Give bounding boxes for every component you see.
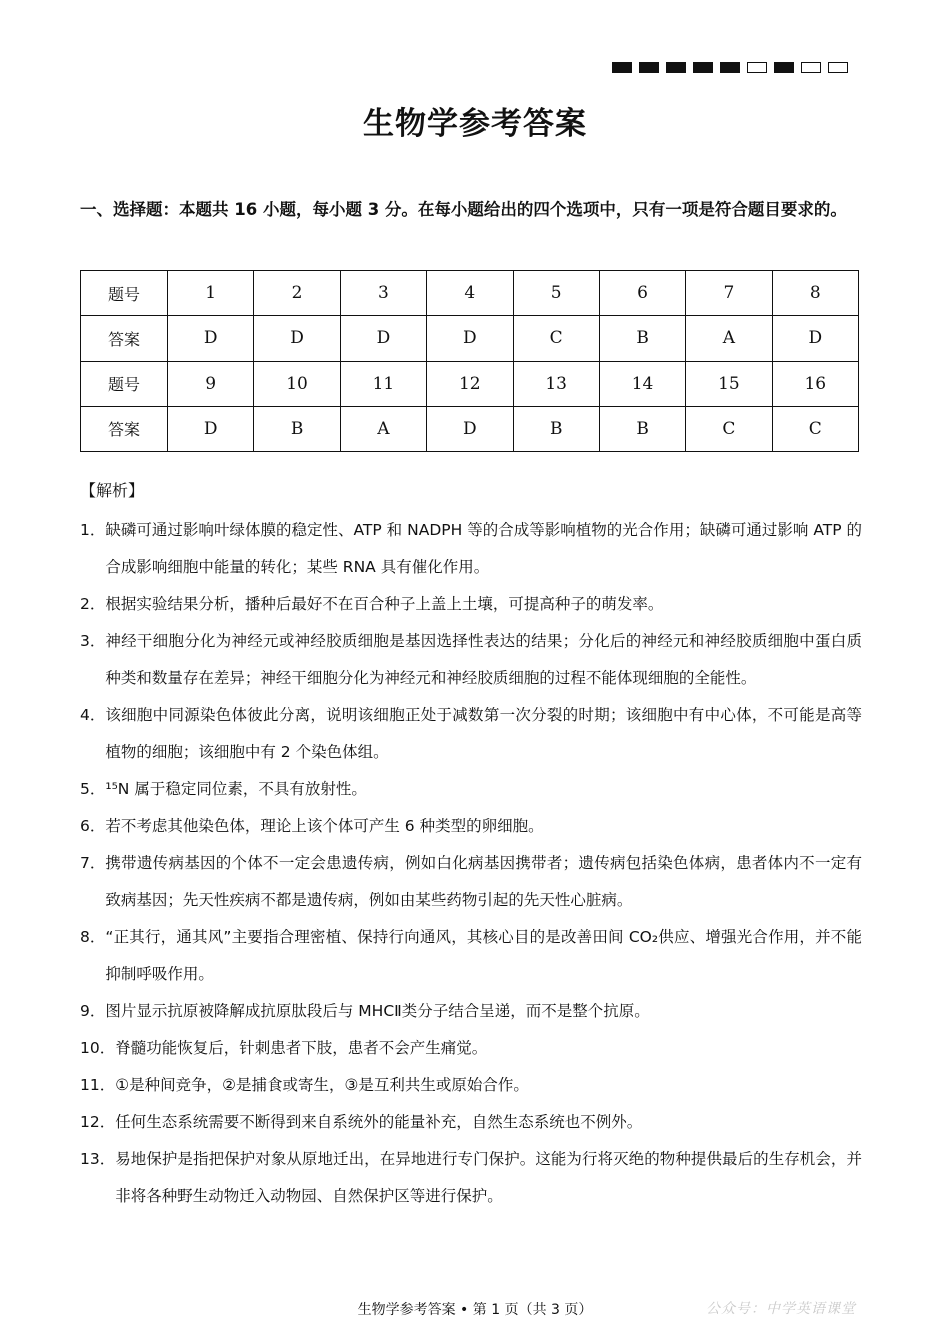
row-label: 题号 [81, 361, 168, 406]
analysis-item [80, 586, 862, 623]
item-number: 7． [80, 854, 106, 872]
exam-code-marks [612, 62, 848, 73]
item-text: ①是种间竞争，②是捕食或寄生，③是互利共生或原始合作。 [115, 1076, 529, 1094]
analysis-item [80, 808, 862, 845]
item-text: 任何生态系统需要不断得到来自系统外的能量补充，自然生态系统也不例外。 [115, 1113, 643, 1131]
table-cell: D [168, 316, 254, 361]
analysis-list [80, 512, 862, 1215]
exam-code-mark [666, 62, 686, 73]
item-text: 神经干细胞分化为神经元或神经胶质细胞是基因选择性表达的结果；分化后的神经元和神经胶质细胞中蛋白质种类和数量存在差异；神经干细胞分化为神经元和神经胶质细胞的过程不能体现细胞的全能性。 [105, 632, 862, 687]
table-cell: D [427, 406, 513, 451]
analysis-item [80, 623, 862, 697]
analysis-heading: 【解析】 [80, 481, 145, 500]
page-footer: 生物学参考答案 • 第 1 页（共 3 页） [357, 1302, 593, 1318]
item-number: 12． [80, 1113, 116, 1131]
answer-table [80, 270, 859, 452]
analysis-item [80, 771, 862, 808]
table-row [81, 406, 859, 451]
table-cell: B [513, 406, 599, 451]
analysis-item [80, 512, 862, 586]
table-cell: B [599, 406, 685, 451]
table-cell: B [254, 406, 340, 451]
exam-code-mark [747, 62, 767, 73]
exam-code-mark [801, 62, 821, 73]
table-cell: 7 [686, 271, 772, 316]
item-number: 6． [80, 817, 106, 835]
table-cell: C [513, 316, 599, 361]
item-number: 3． [80, 632, 106, 650]
table-cell: 5 [513, 271, 599, 316]
item-number: 11． [80, 1076, 116, 1094]
table-cell: C [772, 406, 858, 451]
table-row [81, 271, 859, 316]
analysis-item [80, 1104, 862, 1141]
table-cell: 6 [599, 271, 685, 316]
table-cell: D [772, 316, 858, 361]
table-row [81, 316, 859, 361]
analysis-item [80, 697, 862, 771]
analysis-item [80, 1067, 862, 1104]
section-heading: 一、选择题：本题共 16 小题，每小题 3 分。在每小题给出的四个选项中，只有一项是符合题目要求的。 [80, 200, 847, 219]
item-number: 4． [80, 706, 106, 724]
item-number: 5． [80, 780, 106, 798]
item-text: 易地保护是指把保护对象从原地迁出，在异地进行专门保护。这能为行将灭绝的物种提供最后的生存机会，并非将各种野生动物迁入动物园、自然保护区等进行保护。 [115, 1150, 862, 1205]
table-row [81, 361, 859, 406]
table-cell: 10 [254, 361, 340, 406]
exam-code-mark [612, 62, 632, 73]
table-cell: 13 [513, 361, 599, 406]
analysis-item [80, 845, 862, 919]
exam-code-mark [774, 62, 794, 73]
item-text: ¹⁵N 属于稳定同位素，不具有放射性。 [105, 780, 367, 798]
item-text: 若不考虑其他染色体，理论上该个体可产生 6 种类型的卵细胞。 [105, 817, 544, 835]
table-cell: 15 [686, 361, 772, 406]
exam-code-mark [639, 62, 659, 73]
analysis-item [80, 993, 862, 1030]
item-number: 1． [80, 521, 106, 539]
exam-code-mark [693, 62, 713, 73]
table-cell: 14 [599, 361, 685, 406]
table-cell: 2 [254, 271, 340, 316]
table-cell: 11 [340, 361, 426, 406]
analysis-item [80, 1141, 862, 1215]
item-number: 8． [80, 928, 106, 946]
item-text: 该细胞中同源染色体彼此分离，说明该细胞正处于减数第一次分裂的时期；该细胞中有中心体，不可能是高等植物的细胞；该细胞中有 2 个染色体组。 [105, 706, 862, 761]
item-number: 13． [80, 1150, 116, 1168]
table-cell: D [427, 316, 513, 361]
table-cell: A [340, 406, 426, 451]
item-number: 9． [80, 1002, 106, 1020]
item-text: 缺磷可通过影响叶绿体膜的稳定性、ATP 和 NADPH 等的合成等影响植物的光合作用；缺磷可通过影响 ATP 的合成影响细胞中能量的转化；某些 RNA 具有催化作用。 [105, 521, 862, 576]
table-cell: A [686, 316, 772, 361]
item-text: 携带遗传病基因的个体不一定会患遗传病，例如白化病基因携带者；遗传病包括染色体病，患者体内不一定有致病基因；先天性疾病不都是遗传病，例如由某些药物引起的先天性心脏病。 [105, 854, 862, 909]
analysis-item [80, 919, 862, 993]
table-cell: C [686, 406, 772, 451]
exam-code-mark [720, 62, 740, 73]
table-cell: D [168, 406, 254, 451]
watermark: 公众号：中学英语课堂 [706, 1301, 856, 1317]
item-text: 根据实验结果分析，播种后最好不在百合种子上盖上土壤，可提高种子的萌发率。 [105, 595, 664, 613]
table-cell: 3 [340, 271, 426, 316]
row-label: 题号 [81, 271, 168, 316]
item-number: 2． [80, 595, 106, 613]
item-text: “正其行，通其风”主要指合理密植、保持行向通风，其核心目的是改善田间 CO₂供应、增强光合作用，并不能抑制呼吸作用。 [105, 928, 862, 983]
row-label: 答案 [81, 316, 168, 361]
table-cell: B [599, 316, 685, 361]
page-title: 生物学参考答案 [363, 106, 587, 142]
table-cell: 16 [772, 361, 858, 406]
table-cell: 8 [772, 271, 858, 316]
exam-code-mark [828, 62, 848, 73]
row-label: 答案 [81, 406, 168, 451]
item-text: 脊髓功能恢复后，针刺患者下肢，患者不会产生痛觉。 [115, 1039, 488, 1057]
table-cell: D [340, 316, 426, 361]
table-cell: 12 [427, 361, 513, 406]
table-cell: 4 [427, 271, 513, 316]
item-text: 图片显示抗原被降解成抗原肽段后与 MHCⅡ类分子结合呈递，而不是整个抗原。 [105, 1002, 650, 1020]
analysis-item [80, 1030, 862, 1067]
item-number: 10． [80, 1039, 116, 1057]
table-cell: 9 [168, 361, 254, 406]
table-cell: D [254, 316, 340, 361]
table-cell: 1 [168, 271, 254, 316]
